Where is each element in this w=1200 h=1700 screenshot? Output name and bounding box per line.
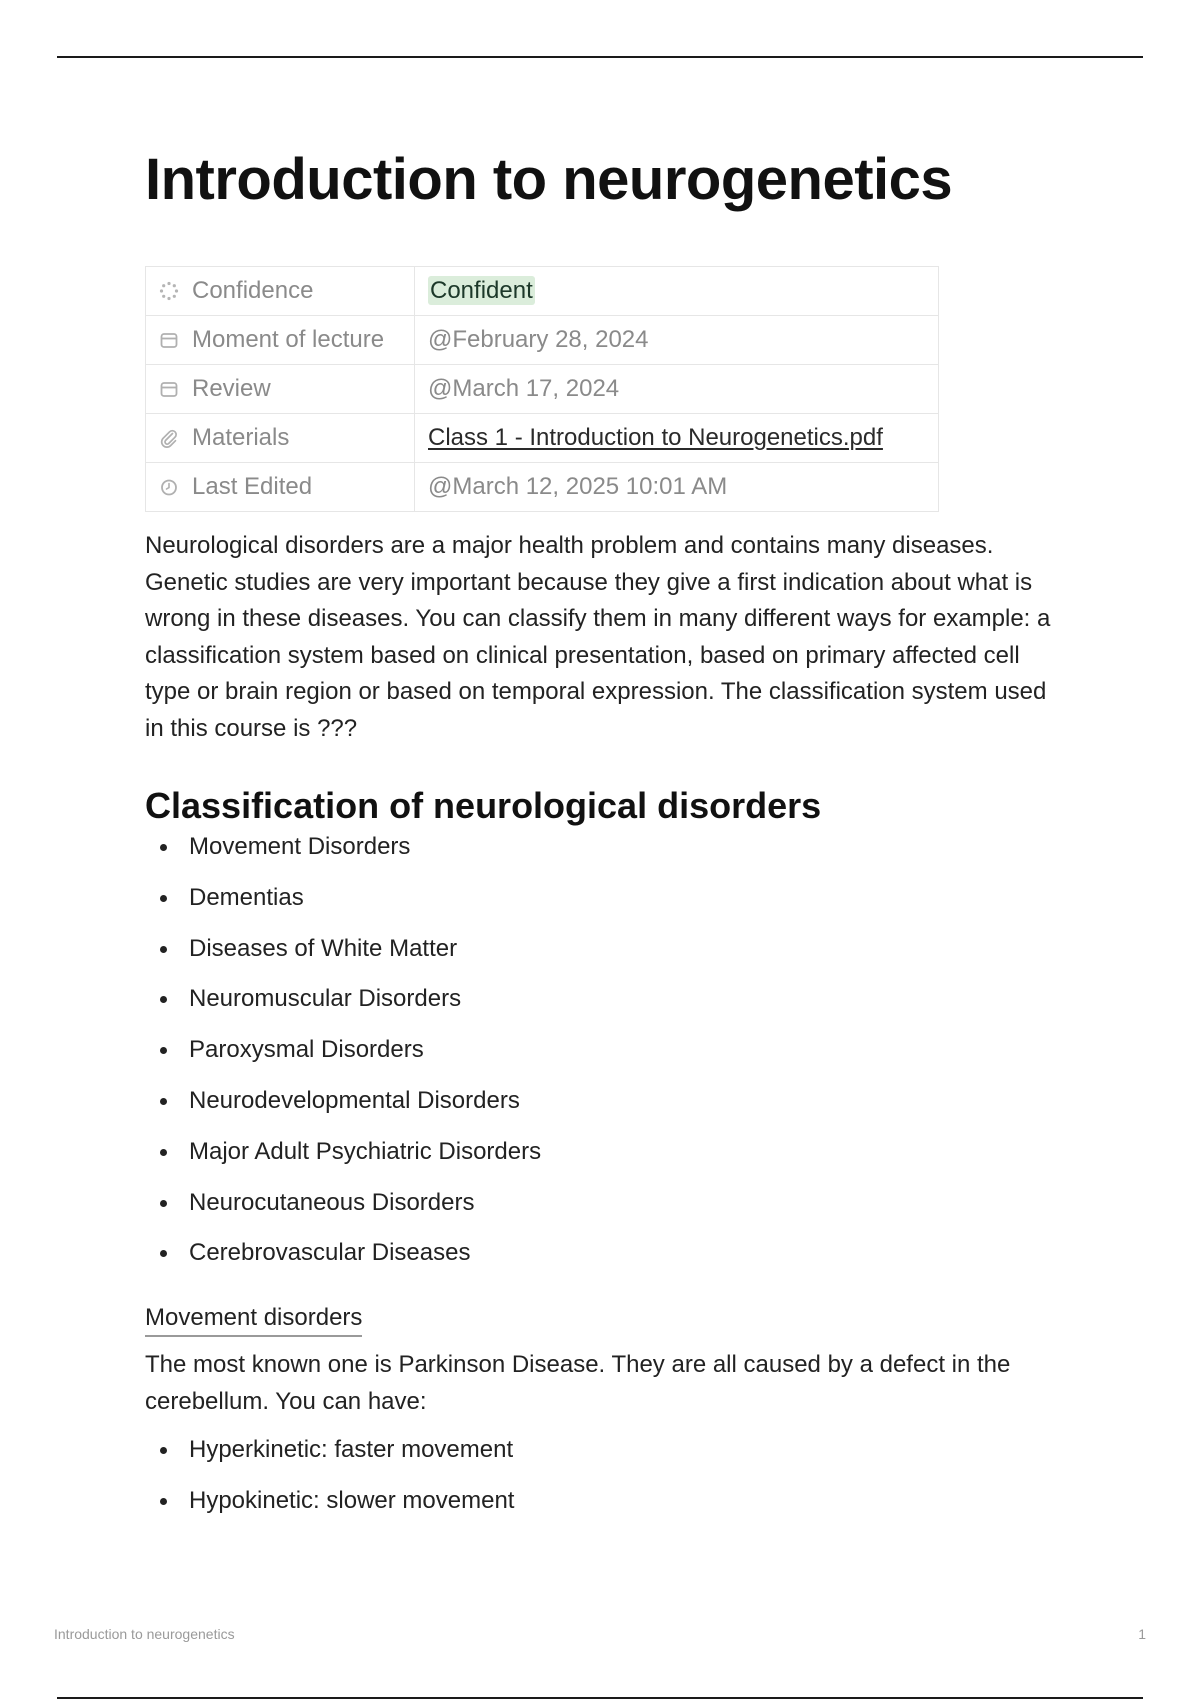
property-name: Confidence xyxy=(192,277,314,304)
bullet-icon xyxy=(160,895,167,902)
bullet-icon xyxy=(160,1047,167,1054)
list-item: Major Adult Psychiatric Disorders xyxy=(145,1135,541,1186)
bullet-icon xyxy=(160,1098,167,1105)
footer-title: Introduction to neurogenetics xyxy=(54,1626,235,1642)
classification-heading: Classification of neurological disorders xyxy=(145,785,822,826)
bullet-icon xyxy=(160,1250,167,1257)
page-number: 1 xyxy=(1138,1626,1146,1642)
materials-file-link[interactable]: Class 1 - Introduction to Neurogenetics.pdf xyxy=(428,424,883,451)
list-item: Dementias xyxy=(145,881,541,932)
property-row-last-edited[interactable] xyxy=(146,463,939,512)
property-value-cell[interactable] xyxy=(415,414,939,463)
list-item: Hyperkinetic: faster movement xyxy=(145,1433,514,1484)
paperclip-icon xyxy=(158,427,180,449)
movement-list xyxy=(145,1433,514,1535)
property-name-cell xyxy=(146,414,415,463)
lecture-date[interactable]: @February 28, 2024 xyxy=(428,326,649,353)
property-value-cell[interactable] xyxy=(415,463,939,512)
list-item: Diseases of White Matter xyxy=(145,932,541,983)
property-name-cell xyxy=(146,365,415,414)
list-item: Cerebrovascular Diseases xyxy=(145,1236,541,1287)
intro-paragraph: Neurological disorders are a major health problem and contains many diseases. Genetic studies are very important because they give a first indication about what is wrong in these diseases. You can classify them in many different ways for example: a classification system based on clinical presentation, based on primary affected cell type or brain region or based on temporal expression. The classification system used in this course is ??? xyxy=(145,532,1051,742)
bullet-icon xyxy=(160,946,167,953)
bullet-icon xyxy=(160,996,167,1003)
property-row-review[interactable] xyxy=(146,365,939,414)
property-row-materials[interactable] xyxy=(146,414,939,463)
bullet-icon xyxy=(160,844,167,851)
property-name-cell xyxy=(146,463,415,512)
list-item: Neuromuscular Disorders xyxy=(145,982,541,1033)
list-item: Hypokinetic: slower movement xyxy=(145,1484,514,1535)
property-value-cell[interactable] xyxy=(415,316,939,365)
property-name-cell xyxy=(146,267,415,316)
property-name: Review xyxy=(192,375,271,402)
clock-icon xyxy=(158,476,180,498)
bullet-icon xyxy=(160,1498,167,1505)
list-item: Neurocutaneous Disorders xyxy=(145,1186,541,1237)
movement-disorders-heading: Movement disorders xyxy=(145,1302,362,1337)
list-item: Neurodevelopmental Disorders xyxy=(145,1084,541,1135)
last-edited-date[interactable]: @March 12, 2025 10:01 AM xyxy=(428,473,728,500)
page-title: Introduction to neurogenetics xyxy=(145,147,953,212)
property-value-cell[interactable] xyxy=(415,365,939,414)
property-name: Materials xyxy=(192,424,290,451)
status-icon xyxy=(158,280,180,302)
top-rule xyxy=(57,56,1143,58)
property-name: Moment of lecture xyxy=(192,326,385,353)
bullet-icon xyxy=(160,1447,167,1454)
bullet-icon xyxy=(160,1200,167,1207)
list-item: Movement Disorders xyxy=(145,830,541,881)
confidence-badge[interactable]: Confident xyxy=(430,277,533,304)
classification-list xyxy=(145,830,541,1287)
review-date[interactable]: @March 17, 2024 xyxy=(428,375,620,402)
properties-table xyxy=(145,266,939,512)
bottom-rule xyxy=(57,1697,1143,1699)
movement-paragraph: The most known one is Parkinson Disease. They are all caused by a defect in the cerebellum. You can have: xyxy=(145,1351,1011,1415)
calendar-icon xyxy=(158,329,180,351)
bullet-icon xyxy=(160,1149,167,1156)
calendar-icon xyxy=(158,378,180,400)
property-name-cell xyxy=(146,316,415,365)
property-value-cell[interactable] xyxy=(415,267,939,316)
list-item: Paroxysmal Disorders xyxy=(145,1033,541,1084)
page-content xyxy=(145,140,1065,1514)
property-row-moment-of-lecture[interactable] xyxy=(146,316,939,365)
property-row-confidence[interactable] xyxy=(146,267,939,316)
property-name: Last Edited xyxy=(192,473,313,500)
